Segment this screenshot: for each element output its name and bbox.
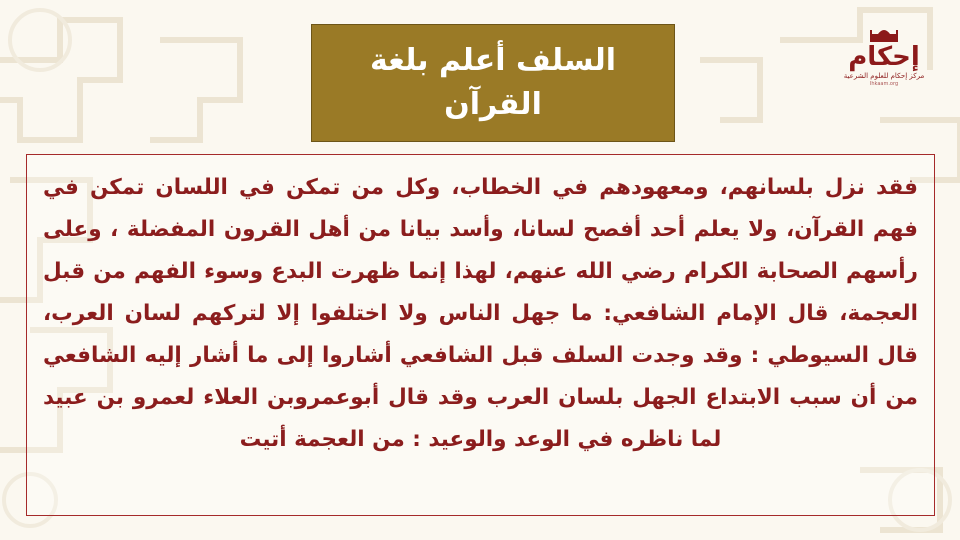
body-paragraph: فقد نزل بلسانهم، ومعهودهم في الخطاب، وكل من تمكن في اللسان تمكن في فهم القرآن، ولا يعلم أحد أفصح لسانا، وأسد بيانا من أهل القرون المفضلة ، وعلى رأسهم الصحابة الكرام رضي الله عنهم، لهذا إنما ظهرت البدع وسوء الفهم من قبل العجمة، قال الإمام الشافعي: ما جهل الناس ولا اختلفوا إلا لتركهم لسان العرب، قال السيوطي : وقد وجدت السلف قبل الشافعي أشاروا إلى ما أشار إليه الشافعي من أن سبب الابتداع الجهل بلسان العرب وقد قال أبوعمروبن العلاء لعمرو بن عبيد لما ناظره في الوعد والوعيد : من العجمة أتيت xyxy=(43,175,918,452)
title-box xyxy=(311,24,675,142)
content-frame xyxy=(26,154,935,516)
logo-name: إحكام xyxy=(848,42,920,72)
title-line-1: السلف أعلم بلغة xyxy=(369,43,617,78)
logo xyxy=(843,28,925,98)
mosque-icon xyxy=(869,28,899,42)
title-line-2: القرآن xyxy=(444,87,542,122)
logo-subtitle-2: Ihkaam.org xyxy=(869,81,899,87)
logo-subtitle: مركز إحكام للعلوم الشرعية xyxy=(843,72,925,80)
